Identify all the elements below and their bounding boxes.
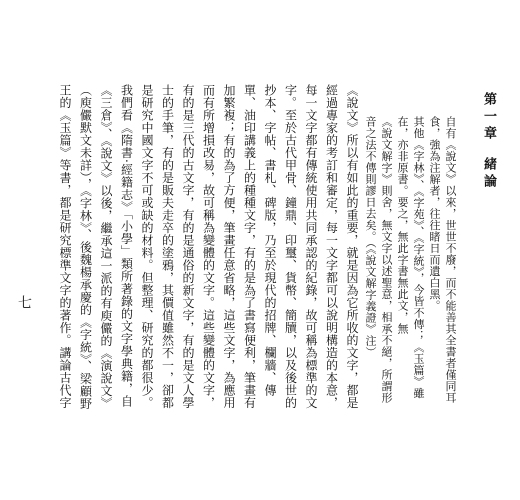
block-quote <box>362 116 458 412</box>
quote-line: 《說文解字》則舍，無文字以述聖意，相承不絕，所謂形音之法不傳則謬日去矣。（《說文解字義證》注） <box>364 116 393 404</box>
running-head <box>479 92 498 191</box>
chapter-label: 第一章 <box>481 92 496 143</box>
section-label: 緒論 <box>481 157 496 191</box>
page-number: 七 <box>16 295 32 309</box>
paragraph: 《說文》所以有如此的重要，就是因為它所收的文字，都是經過專家的考訂和審定，每一文字都可以說明構造的本意，每一文字都有傳統使用共同承認的紀錄，故可稱為標準的文字。至於古代甲骨、鐘鼎、印璽、貨幣、簡牘，以及後世的抄本、字帖、書札、碑版，乃至於現代的招牌、欄牆、傳單、油印講義上的種種文字，有的是為了書寫便利，筆畫有加繁複；有的為了方便，筆畫任意省略，這些文字，為應用而有所增損改易，故可稱為變體的文字。這些變體的文字，有的是三代的古文字，有的是通俗的新文字，有的是文人學士的手筆，有的是販夫走卒的塗鴉，其價值雖然不一，卻都是研究中國文字不可或缺的材料。但整理、研究的都很少。我們看《隋書·經籍志》「小學」類所著錄的文字學典籍，自《三倉》、《說文》以後，繼承這一派的有庾儼的《演說文》（庾儼默文未詳），《字林》、後魏楊承慶的《字統》、梁顧野王的《玉篇》等書，都是研究標準文字的著作。講論古代字 <box>58 84 359 410</box>
body-text <box>58 82 458 412</box>
quote-line: 自有《說文》以來，世世不廢，而不能善其全書者僅同耳食，強為注解者，往往睹日而遺白黑。 <box>428 116 457 404</box>
quote-line: 其他《字林》、《字苑》、《字統》，今皆不傳；《玉篇》雖在，亦非原書。要之，無此字書無此文，無 <box>396 116 425 399</box>
